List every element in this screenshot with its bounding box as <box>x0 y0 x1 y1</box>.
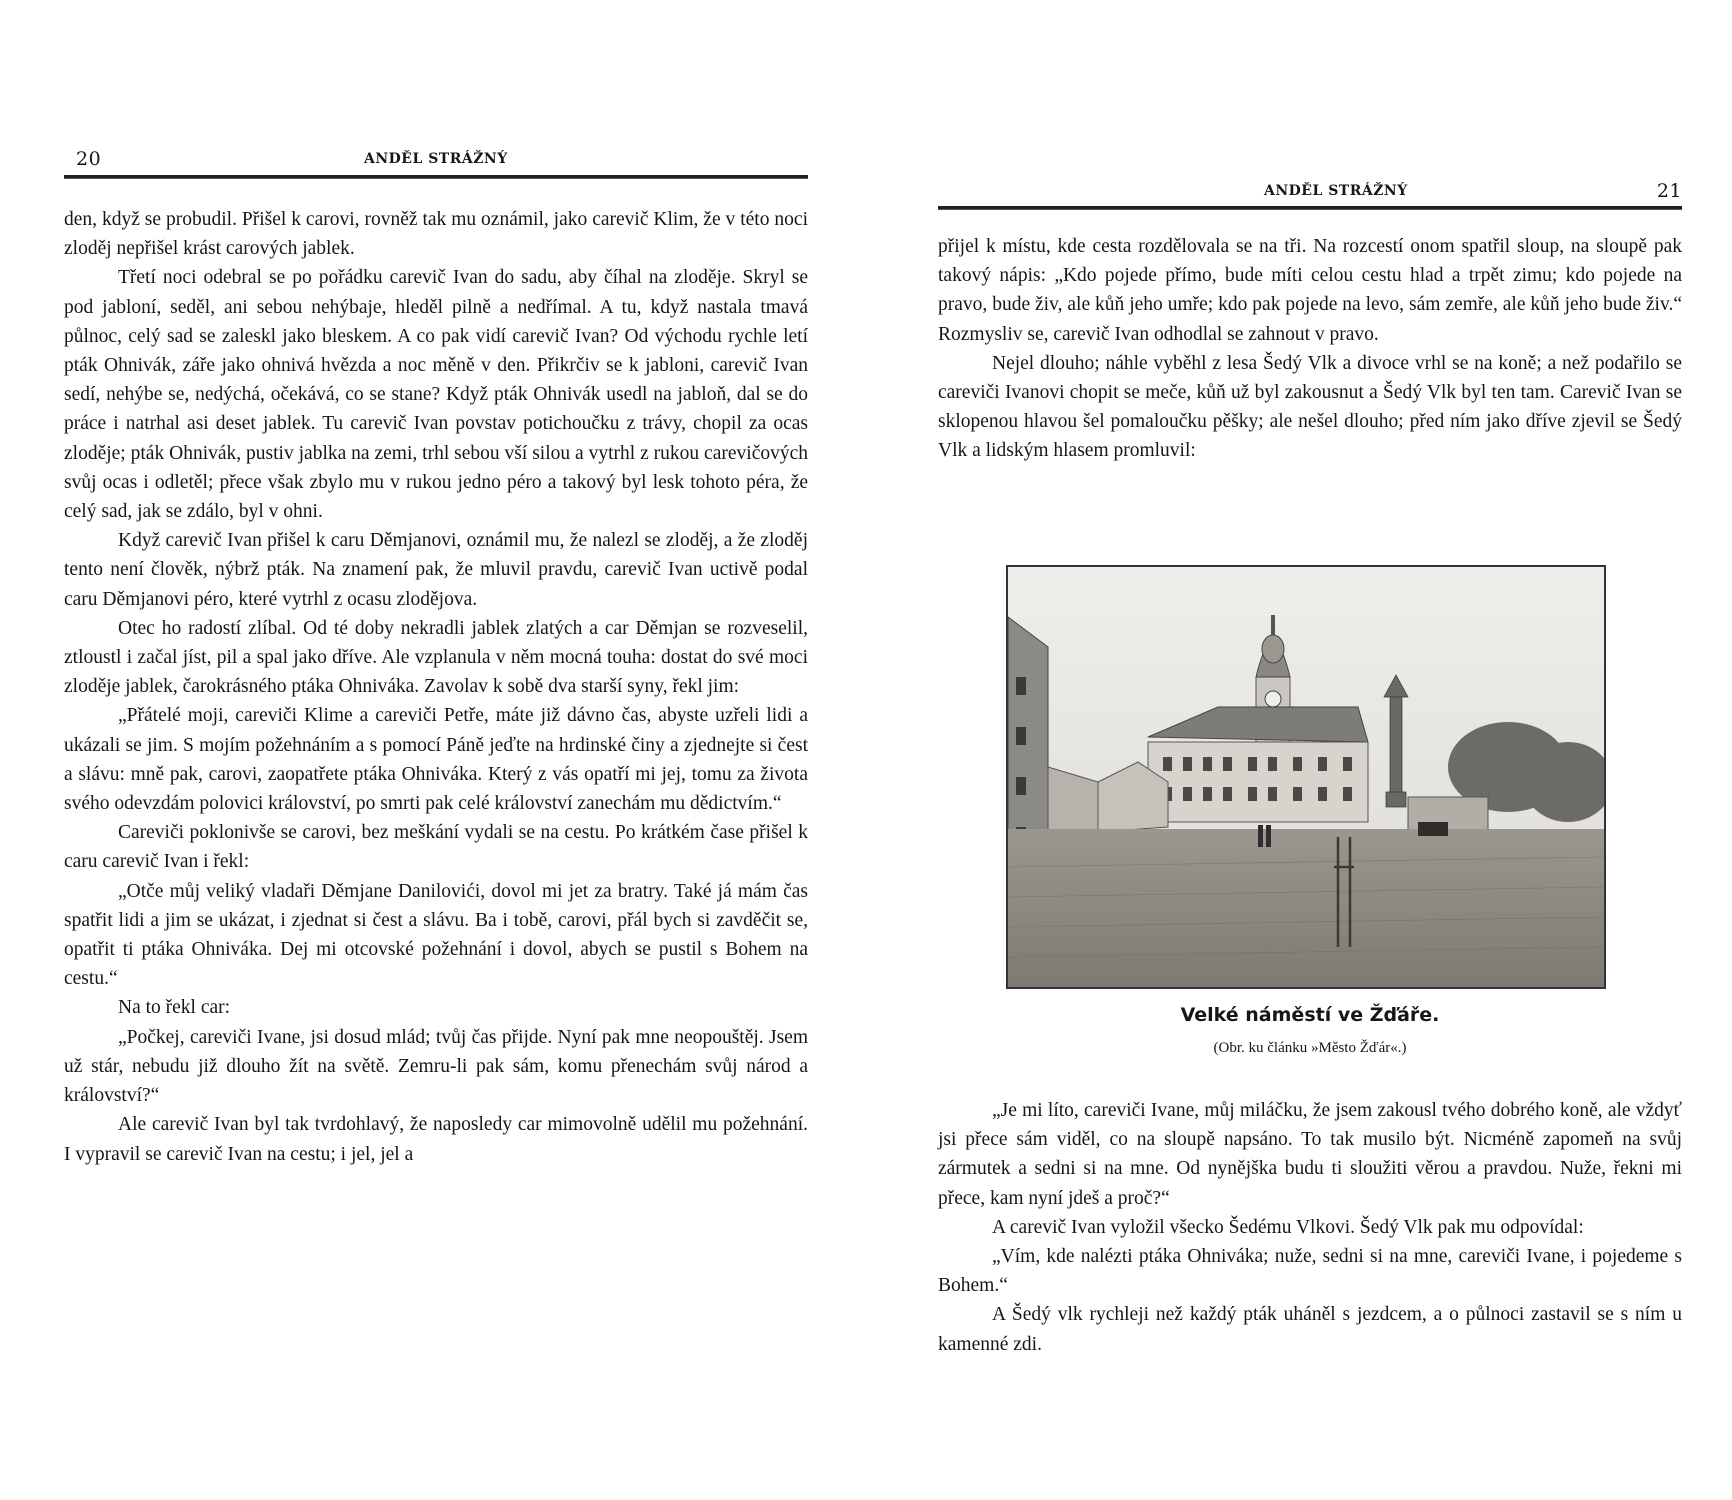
left-page-body <box>64 205 808 1169</box>
paragraph: Na to řekl car: <box>118 997 231 1019</box>
running-head: ANDĚL STRÁŽNÝ <box>364 151 508 167</box>
header-rule <box>938 206 1682 210</box>
paragraph: Třetí noci odebral se po pořádku carevič Ivan do sadu, aby číhal na zloděje. Skryl se pod jabloní, seděl, ani sebou nehýbaje, hleděl pilně a nedřímal. A tu, když nastala tmavá půlnoc, celý sad se zaleskl jako bleskem. A co pak vidí carevič Ivan? Od východu rychle letí pták Ohnivák, záře jako ohnivá hvězda a noc měně v den. Přikrčiv se k jabloni, carevič Ivan sedí, nehýbe se, nedýchá, očekává, co se stane? Když pták Ohnivák usedl na jabloň, dal se do práce i natrhal asi deset jablek. Tu carevič Ivan povstav potichoučku z trávy, chopil za ocas zloděje; pták Ohnivák, pustiv jablka na zemi, trhl sebou vší silou a vytrhl z rukou carevičových svůj ocas i odletěl; přece však zbylo mu v rukou jedno péro a takový byl lesk tohoto péra, že celý sad, jak se zdálo, byl v ohni. <box>64 267 808 523</box>
figure-credit: (Obr. ku článku »Město Žďár«.) <box>1213 1040 1407 1056</box>
left-page-header <box>64 148 808 174</box>
town-square-photo <box>1006 565 1606 989</box>
paragraph: Ale carevič Ivan byl tak tvrdohlavý, že naposledy car mimovolně udělil mu požehnání. I vypravil se carevič Ivan na cestu; i jel, jel a <box>64 1114 808 1165</box>
square-ground <box>1008 829 1604 987</box>
paragraph: Nejel dlouho; náhle vyběhl z lesa Šedý Vlk a divoce vrhl se na koně; a než podařilo se careviči Ivanovi chopit se meče, kůň už byl zakousnut a Šedý Vlk byl ten tam. Carevič Ivan se sklopenou hlavou šel pomaloučku pěšky; ale nešel dlouho; před ním jako dříve zjevil se Šedý Vlk a lidským hlasem promluvil: <box>938 352 1682 462</box>
paragraph: Careviči poklonivše se carovi, bez meškání vydali se na cestu. Po krátkém čase přišel k caru carevič Ivan i řekl: <box>64 822 808 873</box>
paragraph: A carevič Ivan vyložil všecko Šedému Vlkovi. Šedý Vlk pak mu odpovídal: <box>992 1216 1584 1238</box>
right-page-header <box>938 180 1682 206</box>
paragraph: přijel k místu, kde cesta rozdělovala se na tři. Na rozcestí onom spatřil sloup, na sloupě pak takový nápis: „Kdo pojede přímo, bude míti celou cestu hlad a trpět zimu; kdo pojede na pravo, bude živ, ale kůň jeho umře; kdo pak pojede na levo, sám zemře, ale kůň jeho bude živ.“ Rozmysliv se, carevič Ivan odhodlal se zahnout v pravo. <box>938 236 1682 345</box>
paragraph: Když carevič Ivan přišel k caru Děmjanovi, oznámil mu, že nalezl se zloděj, a že zloděj tento není člověk, nýbrž pták. Na znamení pak, že mluvil pravdu, carevič Ivan uctivě podal caru Děmjanovi péro, které vytrhl z ocasu zlodějova. <box>64 530 808 610</box>
paragraph: A Šedý vlk rychleji než každý pták uháněl s jezdcem, a o půlnoci zastavil se s ním u kamenné zdi. <box>938 1304 1682 1355</box>
paragraph: Otec ho radostí zlíbal. Od té doby nekradli jablek zlatých a car Děmjan se rozveselil, ztloustl i začal jíst, pil a spal jako dříve. Ale vzplanula v něm mocná touha: dostat do své moci zloděje jablek, čarokrásného ptáka Ohniváka. Zavolav k sobě dva starší syny, řekl jim: <box>64 617 808 698</box>
page-number: 20 <box>76 148 102 170</box>
paragraph: „Přátelé moji, careviči Klime a careviči Petře, máte již dávno čas, abyste uzřeli lidi a ukázali se jim. S mojím požehnáním a s pomocí Páně jeďte na hrdinské činy a zjednejte si čest a slávu: mně pak, carovi, zaopatřete ptáka Ohniváka. Který z vás opatří mi jej, tomu za života svého odevzdám polovici království, po smrti pak celé království zanechám mu dědictvím.“ <box>64 705 808 815</box>
page-number: 21 <box>1656 180 1682 202</box>
right-page-body-bottom <box>938 1096 1682 1359</box>
paragraph: „Je mi líto, careviči Ivane, můj miláčku, že jsem zakousl tvého dobrého koně, ale vždyť jsi přece sám viděl, co na sloupě napsáno. To tak musilo být. Nicméně zapomeň na svůj zármutek a sedni si na mne. Od nynějška budu ti sloužiti věrou a pravdou. Nuže, řekni mi přece, kam nyní jdeš a proč?“ <box>938 1100 1682 1209</box>
paragraph: „Otče můj veliký vladaři Děmjane Danilovići, dovol mi jet za bratry. Také já mám čas spatřit lidi a jim se ukázat, i zjednat si čest a slávu. Ba i tobě, carovi, přál bych si zavděčit se, opatřit ti ptáka Ohniváka. Dej mi otcovské požehnání i dovol, abych se pustil s Bohem na cestu.“ <box>64 880 808 990</box>
paragraph: „Počkej, careviči Ivane, jsi dosud mlád; tvůj čas přijde. Nyní pak mne neopouštěj. Jsem už stár, nebudu již dlouho žít na světě. Zemru-li pak sám, komu přenechám svůj národ a království?“ <box>64 1026 808 1107</box>
figure-title: Velké náměstí ve Žďáře. <box>1180 1004 1440 1026</box>
right-page-body-top <box>938 232 1682 466</box>
paragraph: „Vím, kde nalézti ptáka Ohniváka; nuže, sedni si na mne, careviči Ivane, i pojedeme s Bohem.“ <box>938 1246 1682 1297</box>
running-head: ANDĚL STRÁŽNÝ <box>1264 183 1408 199</box>
header-rule <box>64 175 808 179</box>
paragraph: den, když se probudil. Přišel k carovi, rovněž tak mu oznámil, jako carevič Klim, že v této noci zloděj nepřišel krást carových jablek. <box>64 209 808 260</box>
right-page <box>866 0 1732 1500</box>
